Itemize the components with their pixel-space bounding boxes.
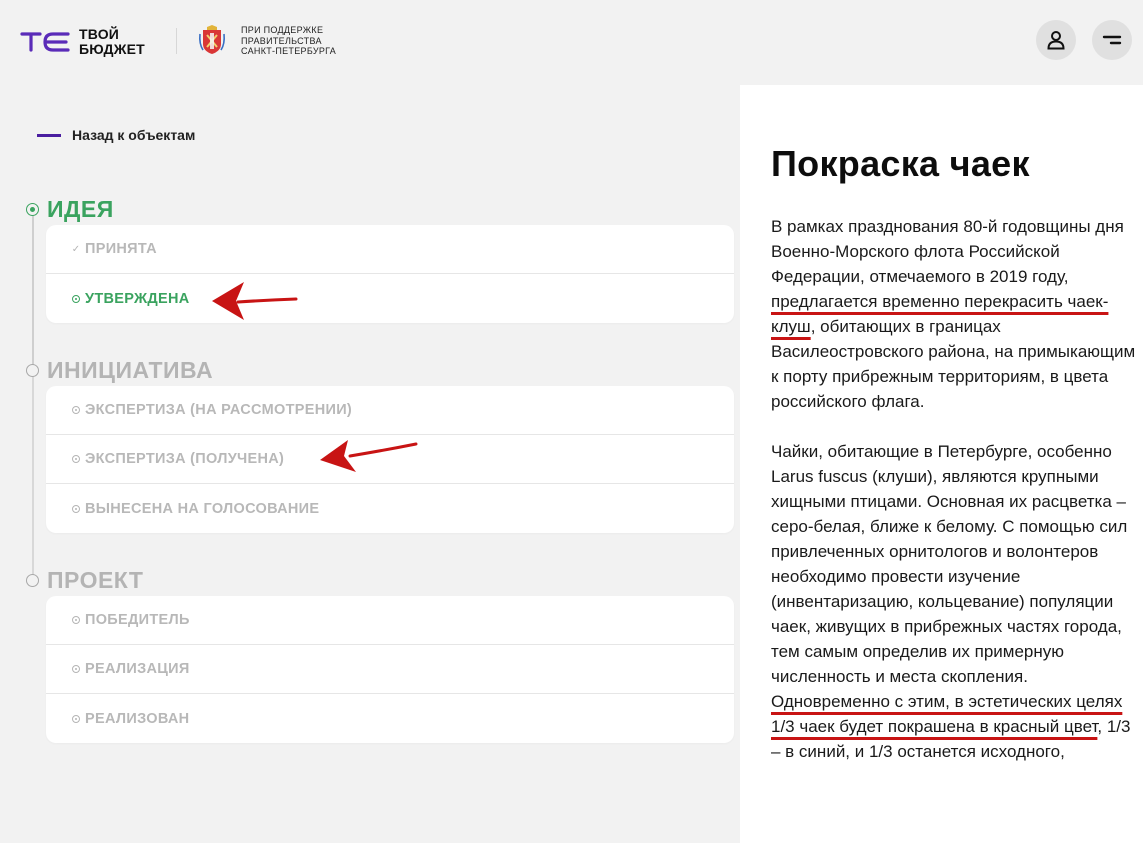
timeline-connector: [32, 377, 34, 580]
logo-line-1: ТВОЙ: [79, 26, 120, 42]
circle-dot-icon: [71, 665, 81, 673]
idea-details-panel: [740, 85, 1143, 843]
idea-title: Покраска чаек: [771, 143, 1030, 184]
status-item-accepted[interactable]: [46, 225, 734, 274]
support-line-2: ПРАВИТЕЛЬСТВА: [241, 35, 322, 46]
government-support-caption: [241, 25, 336, 57]
status-label: РЕАЛИЗАЦИЯ: [85, 661, 190, 677]
idea-description: [771, 214, 1141, 789]
description-paragraph: [771, 439, 1141, 764]
back-dash-icon: [37, 134, 61, 137]
support-line-1: ПРИ ПОДДЕРЖКЕ: [241, 25, 324, 35]
stage-title-project: ПРОЕКТ: [47, 567, 144, 593]
back-to-objects-link[interactable]: [37, 127, 195, 143]
back-link-label: Назад к объектам: [72, 127, 196, 143]
status-label: ЭКСПЕРТИЗА (НА РАССМОТРЕНИИ): [85, 402, 353, 418]
stage-card-idea: [46, 225, 734, 323]
status-label: РЕАЛИЗОВАН: [85, 710, 190, 727]
status-label: ЭКСПЕРТИЗА (ПОЛУЧЕНА): [85, 451, 285, 467]
text-segment: В рамках празднования 80-й годовщины дня Военно-Морского флота Российской Федерации, отмечаемого в 2019 году,: [771, 217, 1124, 286]
status-label: УТВЕРЖДЕНА: [85, 290, 190, 307]
stage-title-idea: ИДЕЯ: [47, 196, 114, 222]
circle-dot-icon: [71, 406, 81, 414]
circle-dot-icon: [71, 455, 81, 463]
status-label: ВЫНЕСЕНА НА ГОЛОСОВАНИЕ: [85, 500, 320, 517]
stage-marker-idea: [26, 203, 39, 216]
annotation-arrow-icon: [316, 436, 420, 476]
profile-button[interactable]: [1036, 20, 1076, 60]
timeline-connector: [32, 216, 34, 370]
status-item-implemented[interactable]: [46, 694, 734, 743]
status-item-expertise-review[interactable]: [46, 386, 734, 435]
user-icon: [1046, 30, 1066, 50]
logo-line-2: БЮДЖЕТ: [79, 41, 145, 57]
status-item-approved[interactable]: [46, 274, 734, 323]
text-segment: Чайки, обитающие в Петербурге, особенно Larus fuscus (клуши), являются крупными хищными птицами. Основная их расцветка – серо-белая, ближе к белому. С помощью сил привлеченных орнитологов и волонтеров необходимо провести изучение (инвентаризацию, кольцевание) популяции чаек, живущих в прибрежных частях города, тем самым определив их примерную численность и места скопления.: [771, 442, 1128, 686]
circle-dot-icon: [71, 295, 81, 303]
support-line-3: САНКТ-ПЕТЕРБУРГА: [241, 46, 337, 56]
status-item-voting[interactable]: [46, 484, 734, 533]
status-item-winner[interactable]: [46, 596, 734, 645]
stage-marker-project: [26, 574, 39, 587]
menu-icon: [1101, 33, 1123, 47]
logo-text: [79, 27, 145, 57]
text-segment: , 1/3 – в синий, и 1/3 останется исходного,: [771, 717, 1131, 761]
tb-logo-mark: [20, 30, 72, 54]
description-paragraph: [771, 214, 1141, 414]
circle-dot-icon: [71, 505, 81, 513]
text-segment: , обитающих в границах Василеостровского района, на примыкающим к порту прибрежным территориям, в цвета российского флага.: [771, 317, 1136, 411]
highlighted-text: Одновременно с этим, в эстетических целях 1/3 чаек будет покрашена в красный цвет: [771, 692, 1123, 736]
stage-title-initiative: ИНИЦИАТИВА: [47, 357, 214, 383]
status-label: ПОБЕДИТЕЛЬ: [85, 612, 190, 628]
menu-button[interactable]: [1092, 20, 1132, 60]
header-divider: [176, 28, 177, 54]
highlighted-text: предлагается временно перекрасить чаек-клуш: [771, 292, 1109, 336]
check-icon: ✓: [71, 243, 81, 255]
stage-card-project: [46, 596, 734, 743]
circle-dot-icon: [71, 616, 81, 624]
annotation-arrow-icon: [208, 280, 300, 324]
site-logo[interactable]: [20, 27, 145, 57]
stage-marker-initiative: [26, 364, 39, 377]
circle-dot-icon: [71, 715, 81, 723]
status-label: ПРИНЯТА: [85, 241, 157, 257]
status-item-implementation[interactable]: [46, 645, 734, 694]
coat-of-arms-icon: [198, 24, 226, 56]
